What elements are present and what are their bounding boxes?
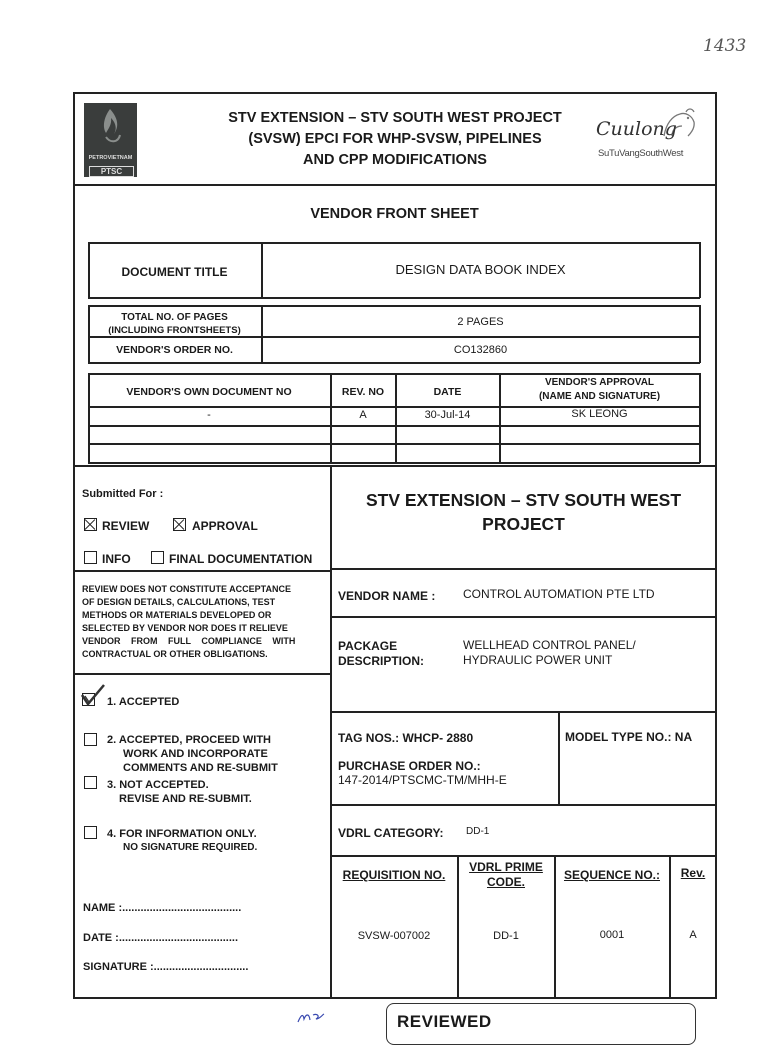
checkmark-icon [79,682,107,708]
rev-value: A [689,929,697,941]
sequence-header: SEQUENCE NO.: [563,868,660,882]
option4-line2: NO SIGNATURE REQUIRED. [123,842,258,853]
package-description-line1: WELLHEAD CONTROL PANEL/ [463,638,636,652]
option3-line1: 3. NOT ACCEPTED. [107,779,209,791]
option-not-accepted [107,778,252,806]
revision-row-date: 30-Jul-14 [424,409,471,421]
tag-nos: TAG NOS.: WHCP- 2880 [338,731,474,745]
package-label-line1: PACKAGE [338,639,398,653]
review-checkbox[interactable] [84,518,97,531]
option-accepted-proceed [107,733,278,775]
total-pages-label-line2: (INCLUDING FRONTSHEETS) [108,325,241,336]
vendor-name-label: VENDOR NAME : [338,589,436,603]
package-description-line2: HYDRAULIC POWER UNIT [463,653,613,667]
total-pages-label [88,311,261,337]
revision-header-approval-line2: (NAME AND SIGNATURE) [538,391,661,402]
ptsc-logo-text: PTSC [89,166,134,177]
sequence-value: 0001 [599,929,625,941]
project-title [331,488,716,536]
total-pages-value: 2 PAGES [457,316,504,328]
option-accepted: 1. ACCEPTED [107,696,180,708]
name-field[interactable]: NAME :....................................... [83,902,242,914]
vdrl-prime-header-line1: VDRL PRIME [469,860,543,874]
project-title-line1: STV EXTENSION – STV SOUTH WEST [365,490,682,510]
disclaimer-line5: VENDOR FROM FULL COMPLIANCE WITH [82,636,296,646]
rev-header: Rev. [680,866,706,880]
requisition-header: REQUISITION NO. [342,868,446,882]
info-checkbox[interactable] [84,551,97,564]
reviewed-stamp [386,1003,696,1045]
date-field[interactable]: DATE :....................................... [83,932,239,944]
revision-row-approval: SK LEONG [571,408,628,420]
revision-header-approval-line1: VENDOR'S APPROVAL [544,377,655,388]
revision-header-date: DATE [433,386,462,398]
reviewed-stamp-text: REVIEWED [397,1012,492,1031]
model-type: MODEL TYPE NO.: NA [565,730,693,744]
header-title-line3: AND CPP MODIFICATIONS [303,152,487,168]
petrovietnam-logo [84,103,137,177]
revision-row-doc-no: - [207,409,211,421]
option2-line3: COMMENTS AND RE-SUBMIT [123,762,278,774]
accepted-proceed-checkbox[interactable] [84,733,97,746]
approval-label: APPROVAL [192,519,258,533]
purchase-order-value: 147-2014/PTSCMC-TM/MHH-E [338,773,507,787]
disclaimer-line4: SELECTED BY VENDOR NOR DOES IT RELIEVE [82,623,288,633]
final-documentation-checkbox[interactable] [151,551,164,564]
signature-field[interactable]: SIGNATURE :............................... [83,961,249,973]
option4-line1: 4. FOR INFORMATION ONLY. [107,828,257,840]
project-title-line2: PROJECT [482,514,565,534]
header-title-line2: (SVSW) EPCI FOR WHP-SVSW, PIPELINES [248,131,542,147]
revision-header-approval [500,376,699,404]
sheet-title: VENDOR FRONT SHEET [310,206,479,222]
approval-checkbox[interactable] [173,518,186,531]
vdrl-category-label: VDRL CATEGORY: [338,826,444,840]
package-label [338,639,424,669]
disclaimer-line2: OF DESIGN DETAILS, CALCULATIONS, TEST [82,597,276,607]
revision-header-rev: REV. NO [341,386,385,398]
vdrl-prime-value: DD-1 [493,930,519,942]
vdrl-prime-header-line2: CODE. [486,875,525,889]
for-information-checkbox[interactable] [84,826,97,839]
document-title-value: DESIGN DATA BOOK INDEX [395,262,566,277]
vendor-order-value: CO132860 [453,344,508,356]
review-disclaimer [82,583,324,661]
project-header-title [170,108,620,171]
disclaimer-line6: CONTRACTUAL OR OTHER OBLIGATIONS. [82,649,268,659]
submitted-for-label: Submitted For : [82,488,164,500]
total-pages-label-line1: TOTAL NO. OF PAGES [121,312,228,323]
not-accepted-checkbox[interactable] [84,776,97,789]
vendor-name-value: CONTROL AUTOMATION PTE LTD [463,587,655,601]
disclaimer-line3: METHODS OR MATERIALS DEVELOPED OR [82,610,272,620]
requisition-value: SVSW-007002 [357,930,431,942]
revision-row-rev: A [359,409,367,421]
vendor-order-label: VENDOR'S ORDER NO. [116,344,233,356]
cuulong-logo-script: Cuulong [596,118,677,140]
option-for-information [107,827,257,855]
flame-icon [84,103,137,153]
vdrl-category-value: DD-1 [466,826,490,837]
cuulong-logo-subtitle: SuTuVangSouthWest [598,148,684,159]
final-documentation-label: FINAL DOCUMENTATION [169,552,313,566]
document-title-label: DOCUMENT TITLE [121,265,228,279]
purchase-order-label: PURCHASE ORDER NO.: [338,759,481,773]
info-label: INFO [102,552,131,566]
header-title-line1: STV EXTENSION – STV SOUTH WEST PROJECT [228,110,562,126]
revision-header-doc-no: VENDOR'S OWN DOCUMENT NO [126,386,292,398]
review-label: REVIEW [102,519,150,533]
petrovietnam-logo-text: PETROVIETNAM [88,155,133,161]
package-description [463,638,636,668]
option2-line1: 2. ACCEPTED, PROCEED WITH [107,734,271,746]
package-label-line2: DESCRIPTION: [338,654,425,668]
purchase-order [338,759,507,787]
disclaimer-line1: REVIEW DOES NOT CONSTITUTE ACCEPTANCE [82,584,292,594]
option2-line2: WORK AND INCORPORATE [123,748,268,760]
handwritten-initials-icon [296,1011,326,1024]
handwritten-page-number: 1433 [703,36,747,56]
vdrl-prime-header [458,860,554,890]
option3-line2: REVISE AND RE-SUBMIT. [119,793,252,805]
cuulong-logo [596,106,706,166]
